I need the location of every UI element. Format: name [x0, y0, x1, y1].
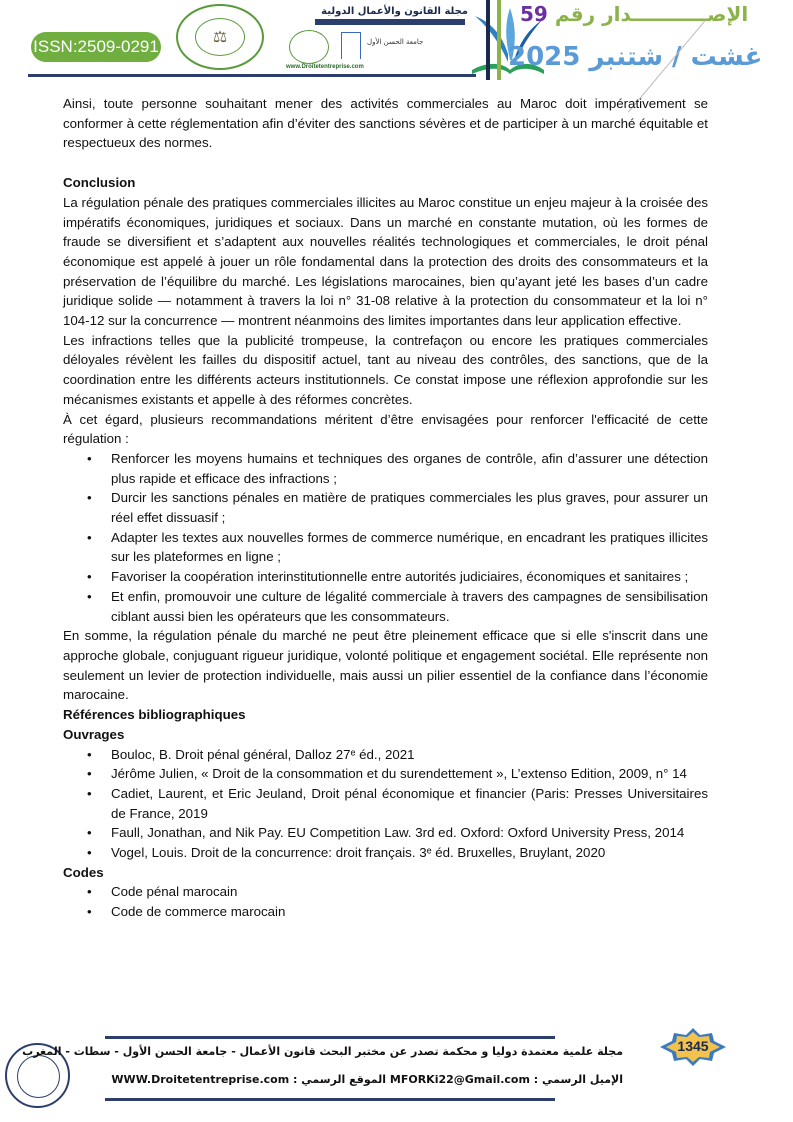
journal-url: www.Droitetentreprise.com [286, 64, 364, 70]
university-tower-icon [341, 32, 361, 59]
page-number-badge [660, 1028, 726, 1066]
books-heading: Ouvrages [63, 726, 125, 742]
codes-list [63, 882, 708, 921]
footer-contact: WWW.Droitetentreprise.com : الموقع الرسمي MFORKi22@Gmail.com : الإميل الرسمي [111, 1073, 623, 1086]
list-item: • Durcir les sanctions pénales en matière de pratiques commerciales les plus graves, pour assurer un réel effet dissuasif ; [111, 488, 708, 527]
codes-heading: Codes [63, 864, 104, 880]
list-item: • Cadiet, Laurent, et Eric Jeuland, Droit pénal économique et financier (Paris: Presses Universitaires de France, 2019 [111, 784, 708, 823]
references-heading: Références bibliographiques [63, 707, 246, 723]
lab-seal-icon [289, 30, 329, 64]
issue-label: الإصـــــــــــدار رقم [554, 2, 749, 26]
list-item: • Bouloc, B. Droit pénal général, Dalloz 27ᵉ éd., 2021 [111, 745, 708, 765]
list-item: • Et enfin, promouvoir une culture de légalité commerciale à travers des campagnes de sensibilisation ciblant aussi bien les opérateurs que les consommateurs. [111, 587, 708, 626]
list-item: • Faull, Jonathan, and Nik Pay. EU Competition Law. 3rd ed. Oxford: Oxford University Press, 2014 [111, 823, 708, 843]
conclusion-paragraph: La régulation pénale des pratiques commerciales illicites au Maroc constitue un enjeu majeur à la croisée des impératifs économiques, juridiques et sociaux. Dans un marché en constante mutation, où les formes de fraude se diversifient et s’adaptent aux nouvelles réalités technologiques et commerciales, le droit pénal économique est appelé à jouer un rôle fondamental dans la protection des droits des consommateurs et la préservation de l’équilibre du marché. Les législations marocaines, bien qu’ayant jeté les bases d’un cadre juridique solide — notamment à travers la loi n° 31-08 relative à la protection du consommateur et la loi n° 104-12 sur la concurrence — montrent néanmoins des limites importantes dans leur application effective. [63, 194, 708, 329]
journal-title-ar: مجلة القانون والأعمال الدولية [321, 6, 468, 17]
list-item: • Adapter les textes aux nouvelles formes de commerce numérique, en encadrant les pratiques illicites sur les plateformes en ligne ; [111, 528, 708, 567]
conclusion-heading: Conclusion [63, 175, 136, 191]
issue-date: غشت / شتنبر 2025 [508, 42, 763, 72]
footer-rule-top [105, 1036, 555, 1039]
closing-paragraph: En somme, la régulation pénale du marché ne peut être pleinement efficace que si elle s'inscrit dans une approche globale, conjuguant rigueur juridique, volonté politique et engagement sociétal. Elle représente non seulement un levier de protection individuelle, mais aussi un pilier essentiel de la confiance dans l’économie marocaine. [63, 628, 708, 703]
lab-logo [176, 4, 264, 70]
footer-rule-bottom [105, 1098, 555, 1101]
conclusion-paragraph: À cet égard, plusieurs recommandations méritent d’être envisagées pour renforcer l'efficacité de cette régulation : [63, 411, 708, 447]
recommendations-list [63, 449, 708, 626]
issue-number-value: 59 [520, 2, 548, 26]
issn-badge: ISSN:2509-0291 [31, 32, 161, 62]
list-item: • Renforcer les moyens humains et techniques des organes de contrôle, afin d’assurer une détection plus rapide et efficace des infractions ; [111, 449, 708, 488]
conclusion-paragraph: Les infractions telles que la publicité trompeuse, la contrefaçon ou encore les pratiques commerciales déloyales révèlent les failles du dispositif actuel, tant au niveau des contrôles, des sanctions, que de la coordination entre les différents acteurs institutionnels. Ce constat impose une réflexion approfondie sur les mécanismes existants et appelle à des réformes concrètes. [63, 332, 708, 407]
page-number: 1345 [677, 1038, 709, 1054]
list-item: • Code pénal marocain [111, 882, 708, 902]
footer-description: مجلة علمية معتمدة دوليا و محكمة تصدر عن مختبر البحث قانون الأعمال - جامعة الحسن الأول - سطات - المغرب [22, 1045, 623, 1058]
list-item: • Vogel, Louis. Droit de la concurrence: droit français. 3ᵉ éd. Bruxelles, Bruylant, 2020 [111, 843, 708, 863]
page-header [0, 0, 793, 85]
university-name-ar: جامعة الحسن الأول [367, 38, 424, 46]
list-item: • Jérôme Julien, « Droit de la consommation et du surendettement », L’extenso Edition, 2009, n° 14 [111, 764, 708, 784]
issue-number [520, 2, 748, 26]
list-item: • Code de commerce marocain [111, 902, 708, 922]
header-divider-green [497, 0, 501, 80]
scales-icon: ⚖ [195, 18, 245, 56]
books-list [63, 745, 708, 863]
header-divider-navy [486, 0, 490, 80]
list-item: • Favoriser la coopération interinstitutionnelle entre autorités judiciaires, économiques et sanitaires ; [111, 567, 708, 587]
journal-subtitle-band [315, 19, 465, 25]
article-body [63, 94, 708, 922]
header-rule [28, 74, 476, 77]
intro-paragraph: Ainsi, toute personne souhaitant mener des activités commerciales au Maroc doit impérativement se conformer à cette réglementation afin d’éviter des sanctions sévères et de participer à un marché équitable et respectueux des normes. [63, 96, 708, 151]
journal-logo [283, 4, 468, 72]
